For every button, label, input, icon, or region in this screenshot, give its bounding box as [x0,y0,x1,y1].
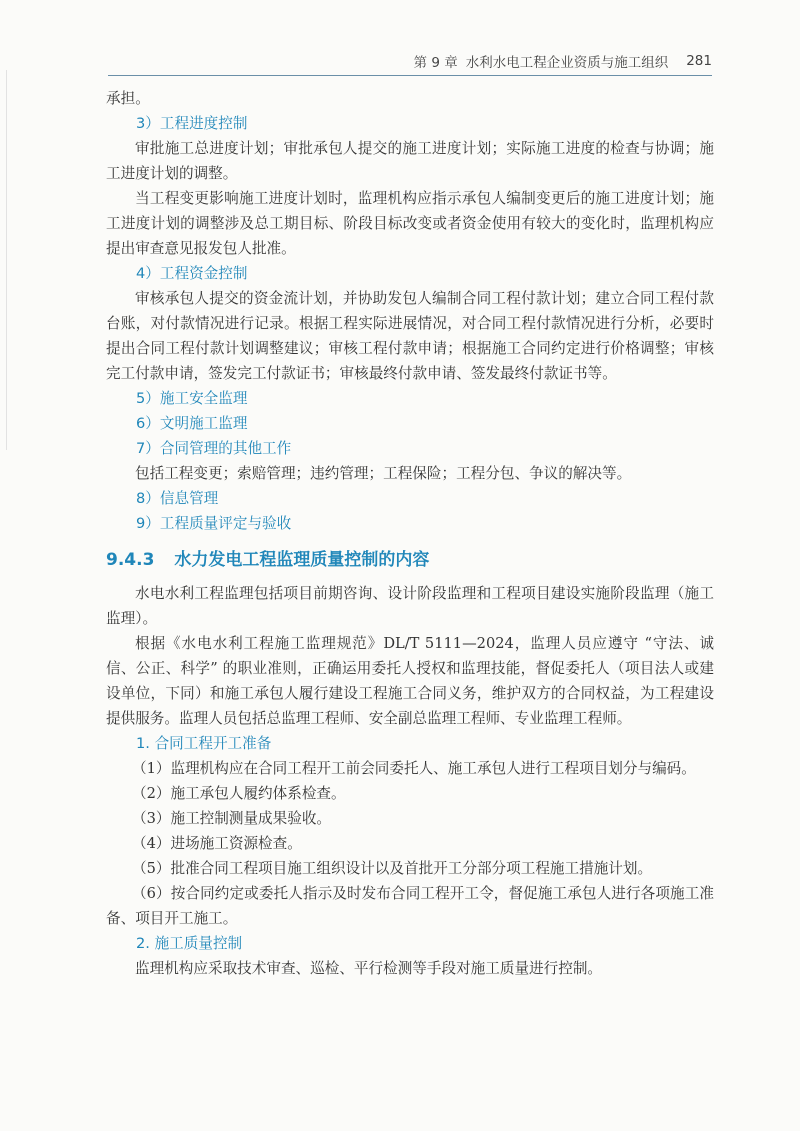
paragraph: 监理机构应采取技术审查、巡检、平行检测等手段对施工质量进行控制。 [135,960,603,977]
header-rule [108,75,712,76]
list-item: （5）批准合同工程项目施工组织设计以及首批开工分部分项工程施工措施计划。 [132,860,653,877]
subheading-progress-control: 3）工程进度控制 [136,115,248,132]
running-header [118,50,712,72]
section-number: 9.4.3 [106,550,155,570]
subheading-fund-control: 4）工程资金控制 [136,265,248,282]
page-body [106,86,714,981]
list-item: （3）施工控制测量成果验收。 [132,810,332,827]
subheading-commencement-prep: 1. 合同工程开工准备 [136,735,272,752]
paragraph: 当工程变更影响施工进度计划时，监理机构应指示承包人编制变更后的施工进度计划；施工进度计划的调整涉及总工期目标、阶段目标改变或者资金使用有较大的变化时，监理机构应提出审查意见报发包人批准。 [106,190,714,257]
paragraph: 审批施工总进度计划；审批承包人提交的施工进度计划；实际施工进度的检查与协调；施工进度计划的调整。 [106,140,714,182]
page-number: 281 [686,53,712,69]
section-heading [106,548,714,573]
paragraph: 包括工程变更；索赔管理；违约管理；工程保险；工程分包、争议的解决等。 [135,465,632,482]
paragraph: 水电水利工程监理包括项目前期咨询、设计阶段监理和工程项目建设实施阶段监理（施工监理）。 [106,585,714,627]
list-item: （2）施工承包人履约体系检查。 [132,785,346,802]
paragraph-continuation: 承担。 [106,90,150,107]
subheading-contract-management: 7）合同管理的其他工作 [136,440,292,457]
paragraph: 根据《水电水利工程施工监理规范》DL/T 5111—2024，监理人员应遵守 “守法、诚信、公正、科学” 的职业准则，正确运用委托人授权和监理技能，督促委托人（项目法人或建设单位，下同）和施工承包人履行建设工程施工合同义务，维护双方的合同权益，为工程建设提供服务。监理人员包括总监理工程师、安全副总监理工程师、专业监理工程师。 [106,635,714,727]
subheading-information-management: 8）信息管理 [136,490,219,507]
chapter-title: 水利水电工程企业资质与施工组织 [465,55,669,71]
list-item: （4）进场施工资源检查。 [132,835,302,852]
subheading-quality-acceptance: 9）工程质量评定与验收 [136,515,292,532]
subheading-safety-supervision: 5）施工安全监理 [136,390,248,407]
list-item: （6）按合同约定或委托人指示及时发布合同工程开工令，督促施工承包人进行各项施工准备、项目开工施工。 [106,885,714,927]
paragraph: 审核承包人提交的资金流计划，并协助发包人编制合同工程付款计划；建立合同工程付款台账，对付款情况进行记录。根据工程实际进展情况，对合同工程付款情况进行分析，必要时提出合同工程付款计划调整建议；审核工程付款申请；根据施工合同约定进行价格调整；审核完工付款申请，签发完工付款证书；审核最终付款申请、签发最终付款证书等。 [106,290,714,382]
list-item: （1）监理机构应在合同工程开工前会同委托人、施工承包人进行工程项目划分与编码。 [132,760,696,777]
section-title: 水力发电工程监理质量控制的内容 [174,550,430,570]
subheading-civilized-construction: 6）文明施工监理 [136,415,248,432]
binding-edge [6,70,7,450]
chapter-label: 第 9 章 [413,55,458,71]
subheading-quality-control: 2. 施工质量控制 [136,935,243,952]
